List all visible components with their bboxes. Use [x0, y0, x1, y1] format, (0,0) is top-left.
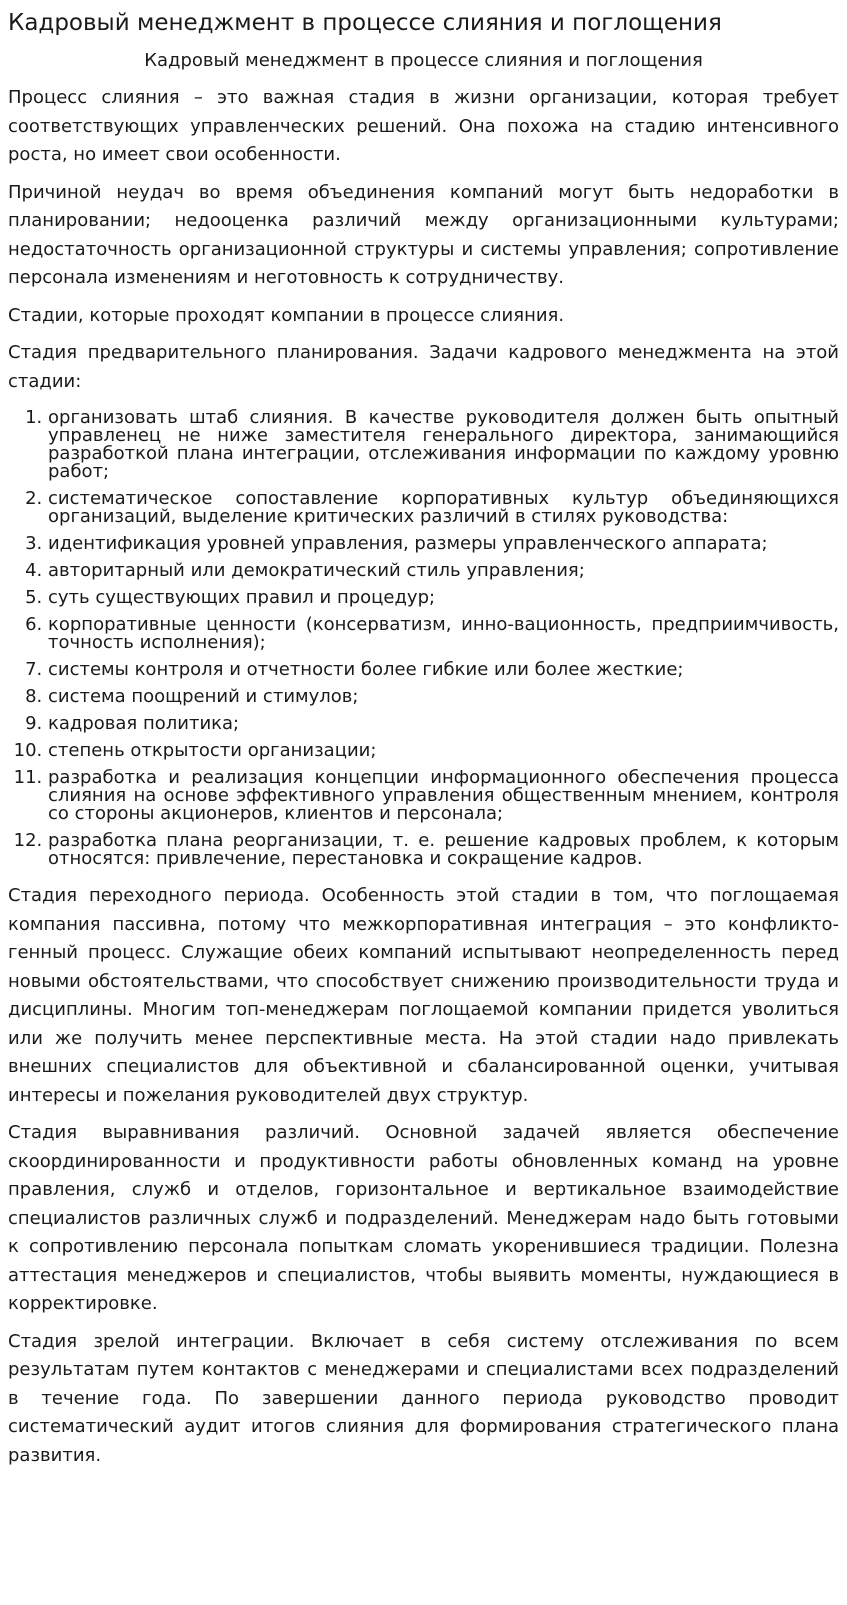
list-item: 4. авторитарный или демократический стиль управления; [48, 558, 839, 585]
list-item: 1. организовать штаб слияния. В качестве руководителя должен быть опытный управленец не ниже заместителя генерального директора, занимающийся разработкой плана интеграции, отслеживания информации по каждому уровню работ; [48, 405, 839, 486]
list-item: 11. разработка и реализация концепции информационного обеспечения процесса слияния на основе эффективного управления общественным мнением, контроля со стороны акционеров, клиентов и персонала; [48, 765, 839, 828]
list-item: 5. суть существующих правил и процедур; [48, 585, 839, 612]
paragraph-failure-reasons: Причиной неудач во время объединения компаний могут быть недоработки в планировании; недооценка различий между организационными культурами; недостаточность организационной структуры и системы управления; сопротивление персонала изменениям и неготовность к сотрудничеству. [8, 181, 839, 288]
document-subtitle: Кадровый менеджмент в процессе слияния и поглощения [144, 50, 703, 71]
list-item: 2. систематическое сопоставление корпоративных культур объединяющихся организаций, выделение критических различий в стилях руководства: [48, 486, 839, 531]
planning-tasks-list [8, 405, 839, 873]
list-item: 3. идентификация уровней управления, размеры управленческого аппарата; [48, 531, 839, 558]
list-item: 8. система поощрений и стимулов; [48, 684, 839, 711]
paragraph-stages-intro: Стадии, которые проходят компании в процессе слияния. [8, 304, 565, 326]
paragraph-transition-stage: Стадия переходного периода. Особенность этой стадии в том, что поглощаемая компания пассивна, потому что межкорпоративная интеграция – это конфликто-генный процесс. Служащие обеих компаний испытывают неопределенность перед новыми обстоятельствами, что способствует снижению производительности труда и дисциплины. Многим топ-менеджерам поглощаемой компании придется уволиться или же получить менее перспективные места. На этой стадии надо привлекать внешних специалистов для объективной и сбалансированной оценки, учитывая интересы и пожелания руководителей двух структур. [8, 885, 839, 1106]
paragraph-merger-process: Процесс слияния – это важная стадия в жизни организации, которая требует соответствующих управленческих решений. Она похожа на стадию интенсивного роста, но имеет свои особенности. [8, 87, 839, 165]
list-item: 10. степень открытости организации; [48, 738, 839, 765]
list-item: 7. системы контроля и отчетности более гибкие или более жесткие; [48, 657, 839, 684]
paragraph-integration-stage: Стадия зрелой интеграции. Включает в себя систему отслеживания по всем результатам путем контактов с менеджерами и специалистами всех подразделений в течение года. По завершении данного периода руководство проводит систематический аудит итогов слияния для формирования стратегического плана развития. [8, 1330, 839, 1466]
paragraph-planning-stage: Стадия предварительного планирования. Задачи кадрового менеджмента на этой стадии: [8, 342, 839, 392]
list-item: 12. разработка плана реорганизации, т. е. решение кадровых проблем, к которым относятся: привлечение, перестановка и сокращение кадров. [48, 828, 839, 873]
list-item: 9. кадровая политика; [48, 711, 839, 738]
list-item: 6. корпоративные ценности (консерватизм, инно-вационность, предприимчивость, точность исполнения); [48, 612, 839, 657]
paragraph-alignment-stage: Стадия выравнивания различий. Основной задачей является обеспечение скоординированности и продуктивности работы обновленных команд на уровне правления, служб и отделов, горизонтальное и вертикальное взаимодействие специалистов различных служб и подразделений. Менеджерам надо быть готовыми к сопротивлению персонала попыткам сломать укоренившиеся традиции. Полезна аттестация менеджеров и специалистов, чтобы выявить моменты, нуждающиеся в корректировке. [8, 1122, 839, 1314]
page-title: Кадровый менеджмент в процессе слияния и поглощения [8, 10, 722, 36]
